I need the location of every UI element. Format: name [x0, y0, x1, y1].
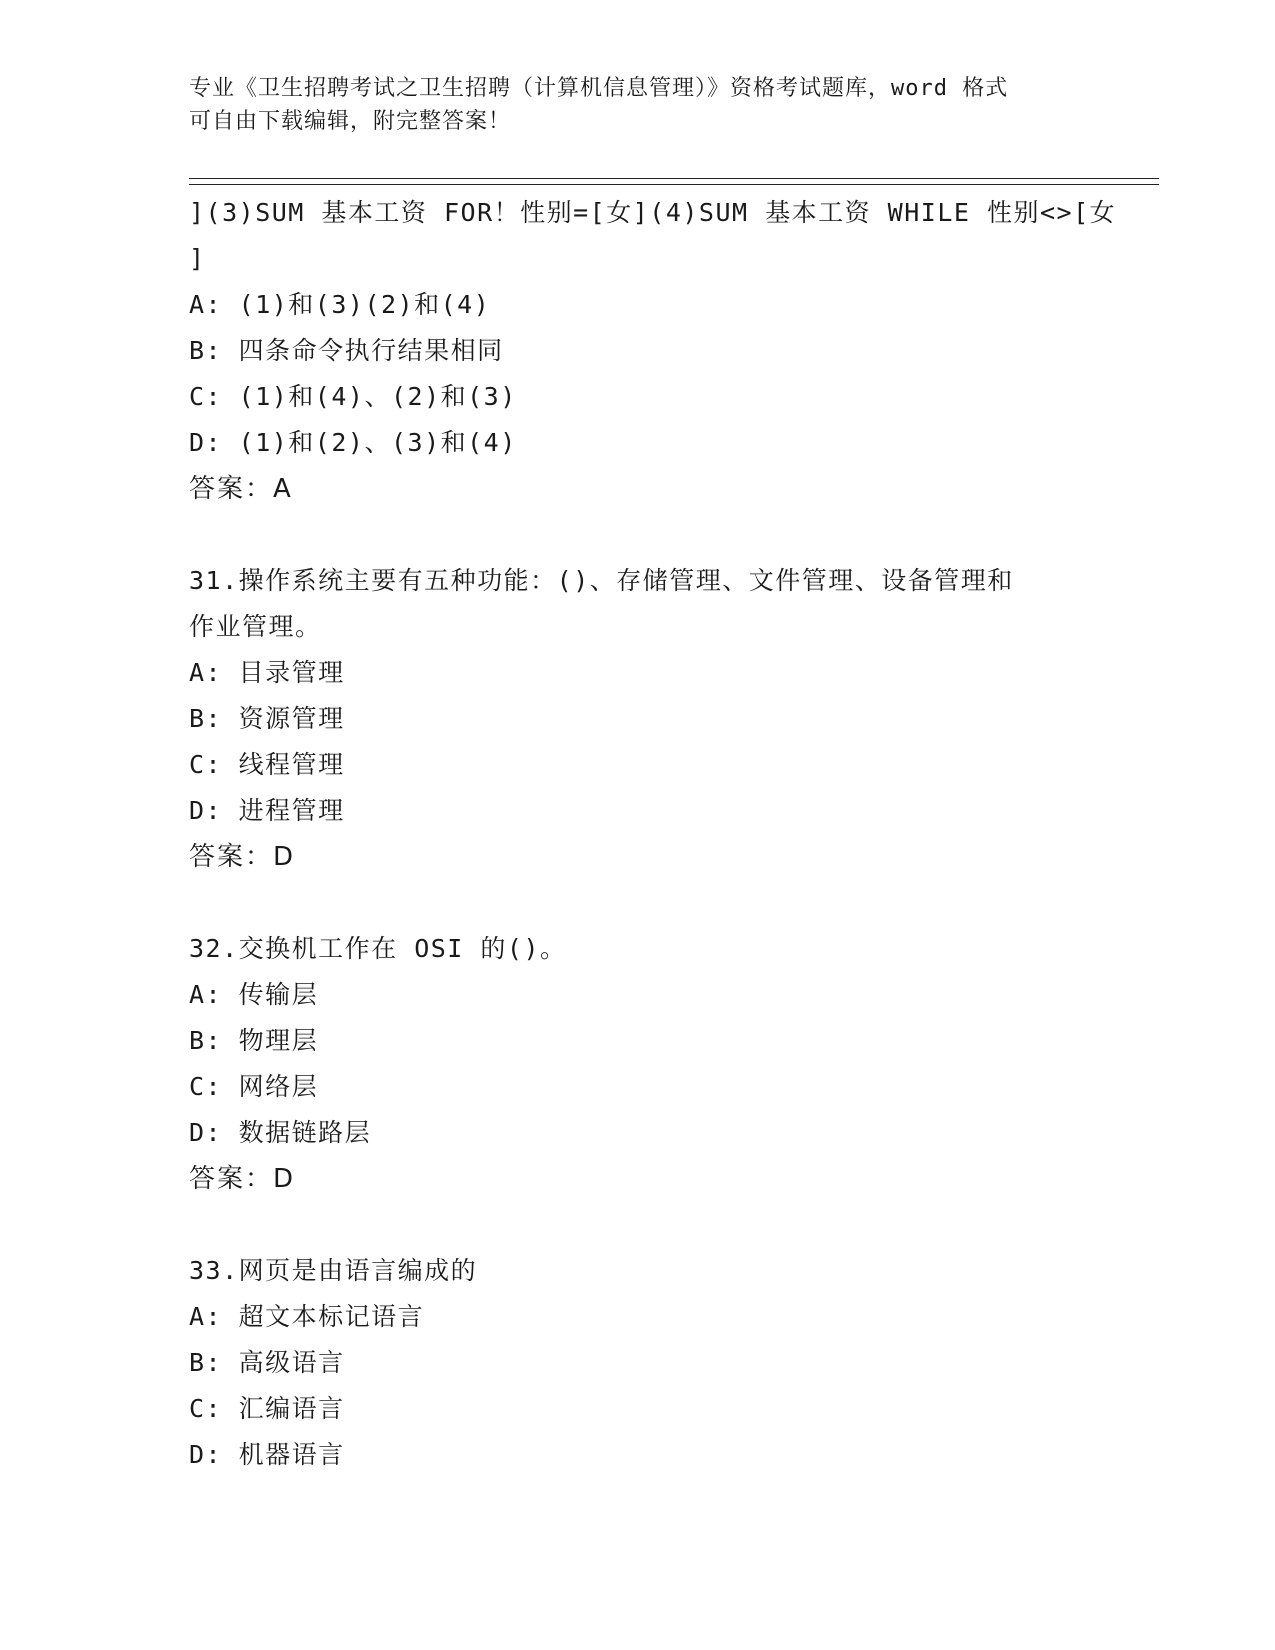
spacer: [189, 880, 1089, 926]
answer-label: 答案：A: [189, 474, 293, 504]
question-text-line: 33.网页是由语言编成的: [189, 1256, 478, 1285]
option-d: D: 数据链路层: [189, 1118, 372, 1147]
option-c: C: 网络层: [189, 1072, 319, 1101]
question-30-continued: [189, 190, 1117, 512]
option-d: D: 进程管理: [189, 796, 345, 825]
option-d: D: (1)和(2)、(3)和(4): [189, 428, 517, 457]
document-header: [189, 72, 1089, 138]
question-text-line: 作业管理。: [189, 612, 322, 641]
header-divider-top: [189, 178, 1159, 179]
question-text-line: ](3)SUM 基本工资 FOR！性别=[女](4)SUM 基本工资 WHILE 性别<>[女: [189, 198, 1117, 227]
question-text-line: 32.交换机工作在 OSI 的()。: [189, 934, 567, 963]
spacer: [189, 1202, 1089, 1248]
option-b: B: 高级语言: [189, 1348, 345, 1377]
header-divider-bottom: [189, 184, 1159, 185]
option-b: B: 资源管理: [189, 704, 345, 733]
option-c: C: 线程管理: [189, 750, 345, 779]
option-a: A: (1)和(3)(2)和(4): [189, 290, 491, 319]
question-text-line: ]: [189, 244, 206, 273]
answer-label: 答案：D: [189, 842, 296, 872]
option-c: C: 汇编语言: [189, 1394, 345, 1423]
header-title-line-1: 专业《卫生招聘考试之卫生招聘（计算机信息管理）》资格考试题库，word 格式: [189, 76, 1009, 101]
question-33: [189, 1248, 1089, 1478]
option-b: B: 物理层: [189, 1026, 319, 1055]
option-c: C: (1)和(4)、(2)和(3): [189, 382, 517, 411]
question-32: [189, 926, 1089, 1202]
question-text-line: 31.操作系统主要有五种功能：()、存储管理、文件管理、设备管理和: [189, 566, 1014, 595]
option-a: A: 超文本标记语言: [189, 1302, 425, 1331]
option-b: B: 四条命令执行结果相同: [189, 336, 504, 365]
option-a: A: 传输层: [189, 980, 319, 1009]
answer-label: 答案：D: [189, 1164, 296, 1194]
question-list: [189, 190, 1117, 1478]
option-d: D: 机器语言: [189, 1440, 345, 1469]
header-title-line-2: 可自由下载编辑，附完整答案！: [189, 109, 512, 134]
spacer: [189, 512, 1089, 558]
option-a: A: 目录管理: [189, 658, 345, 687]
question-31: [189, 558, 1089, 880]
